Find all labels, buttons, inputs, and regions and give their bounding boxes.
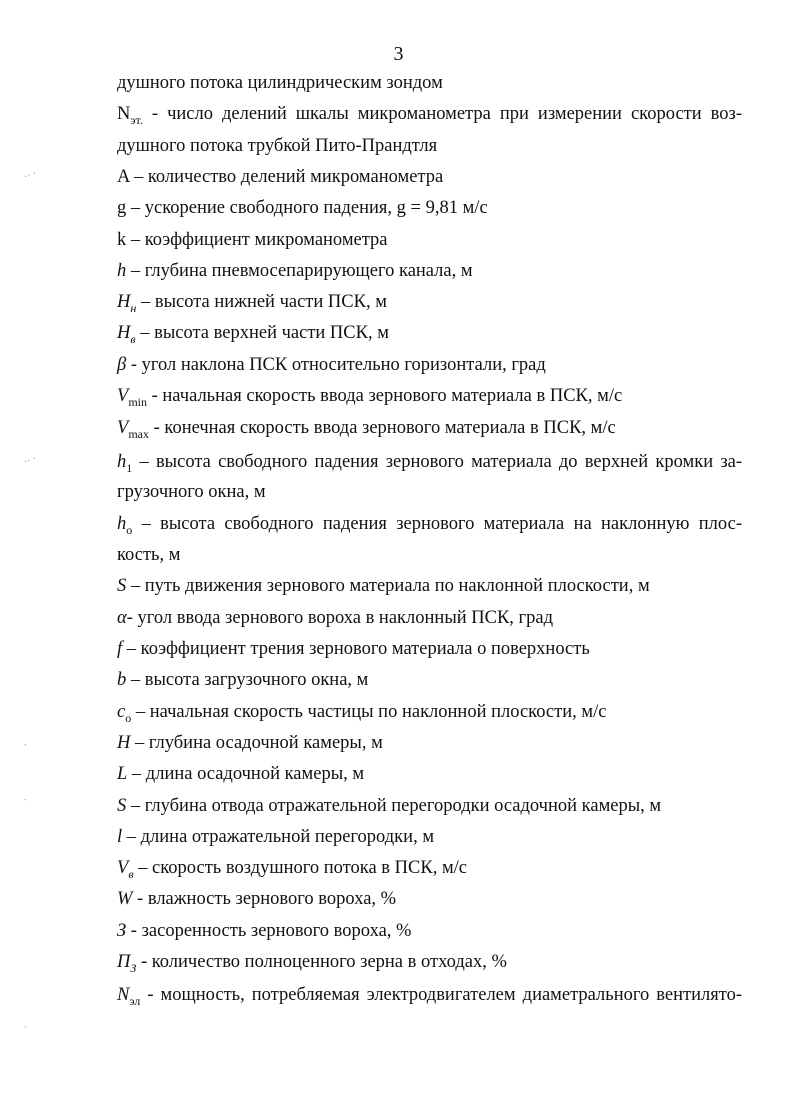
- symbol-definition: $h_o$ – высота свободного падения зернового материала на наклонную плос-: [117, 514, 742, 537]
- text-line: $N_{эт.}$ - число делений шкалы микроманометра при измерении скорости воз-: [117, 104, 742, 127]
- symbol-definition: h – глубина пневмосепарирующего канала, м: [117, 261, 473, 281]
- text-line: кость, м: [117, 545, 181, 565]
- scan-mark: ·· ·: [22, 168, 39, 183]
- symbol-definition: $V_{max}$ - конечная скорость ввода зернового материала в ПСК, м/с: [117, 418, 616, 441]
- symbol-definition: $H_н$ – высота нижней части ПСК, м: [117, 292, 387, 315]
- symbol-definition: b – высота загрузочного окна, м: [117, 670, 369, 690]
- symbol-definition: W - влажность зернового вороха, %: [117, 889, 397, 909]
- scan-mark: ·: [22, 1021, 30, 1034]
- symbol-definition: A – количество делений микроманометра: [117, 167, 444, 187]
- symbol-definition: $H_в$ – высота верхней части ПСК, м: [117, 323, 389, 346]
- symbol-definition: $c_o$ – начальная скорость частицы по наклонной плоскости, м/с: [117, 702, 607, 725]
- symbol-definition: $h_1$ – высота свободного падения зернового материала до верхней кромки за-: [117, 452, 742, 475]
- symbol-definition: $N_{эл}$ - мощность, потребляемая электродвигателем диаметрального вентилято-: [117, 985, 742, 1008]
- symbol-definition: $П_З$ - количество полноценного зерна в отходах, %: [117, 952, 507, 975]
- symbol-definition: g – ускорение свободного падения, g = 9,81 м/с: [117, 198, 488, 218]
- symbol-definition: f – коэффициент трения зернового материала о поверхность: [117, 639, 590, 659]
- page-number: 3: [393, 43, 404, 65]
- symbol-definition: $V_в$ – скорость воздушного потока в ПСК, м/с: [117, 858, 468, 881]
- text-line: грузочного окна, м: [117, 482, 266, 502]
- scan-mark: ·· ·: [22, 453, 39, 468]
- scan-mark: ·: [22, 794, 30, 807]
- symbol-definition: H – глубина осадочной камеры, м: [117, 733, 383, 753]
- symbol-definition: α- угол ввода зернового вороха в наклонный ПСК, град: [117, 608, 554, 628]
- symbol-definition: k – коэффициент микроманометра: [117, 230, 388, 250]
- text-line: душного потока цилиндрическим зондом: [117, 73, 443, 93]
- symbol-definition: S – глубина отвода отражательной перегородки осадочной камеры, м: [117, 796, 662, 816]
- scan-mark: ·: [22, 739, 30, 752]
- symbol-definition: L – длина осадочной камеры, м: [117, 764, 365, 784]
- symbol-definition: З - засоренность зернового вороха, %: [117, 921, 412, 941]
- symbol-definition: $V_{min}$ - начальная скорость ввода зернового материала в ПСК, м/с: [117, 386, 623, 409]
- symbol-definition: S – путь движения зернового материала по наклонной плоскости, м: [117, 576, 650, 596]
- symbol-definition: l – длина отражательной перегородки, м: [117, 827, 435, 847]
- text-line: душного потока трубкой Пито-Прандтля: [117, 136, 438, 156]
- symbol-definition: β - угол наклона ПСК относительно горизонтали, град: [117, 355, 546, 375]
